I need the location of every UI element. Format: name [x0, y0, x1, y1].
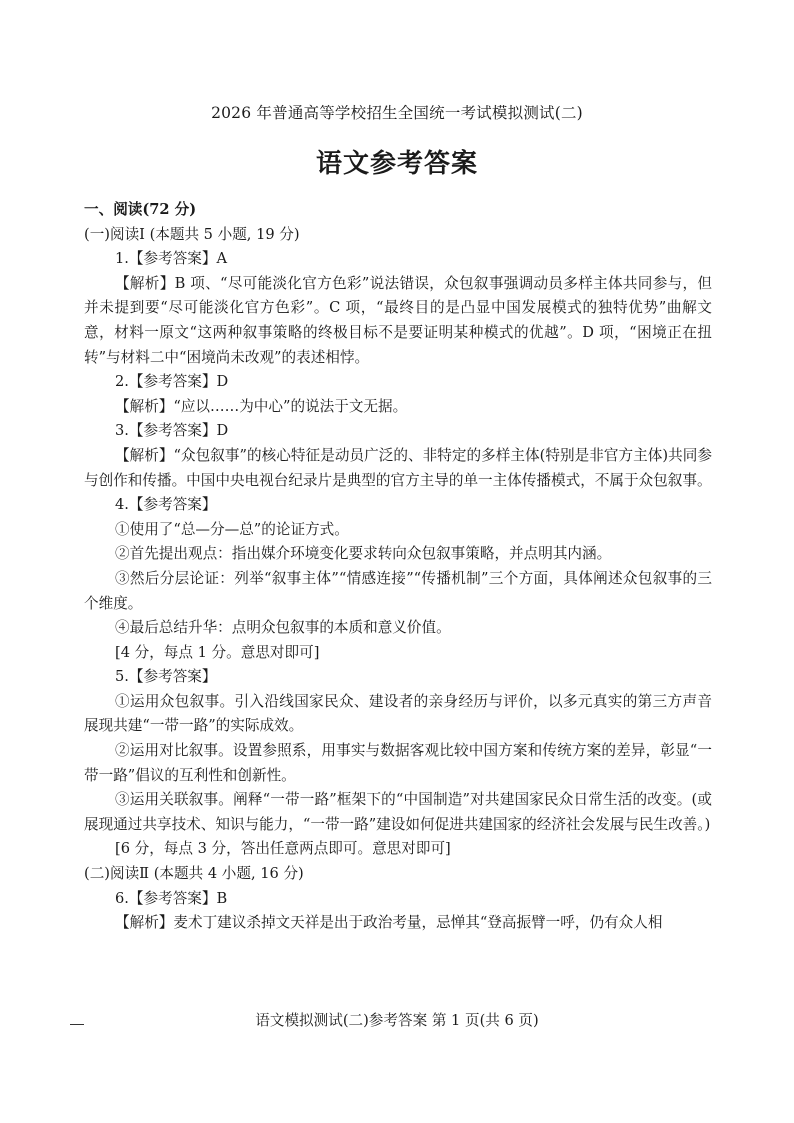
- q5-point-1: ①运用众包叙事。引入沿线国家民众、建设者的亲身经历与评价，以多元真实的第三方声音展现共建“一带一路”的实际成效。: [84, 692, 712, 735]
- document-title: 语文参考答案: [315, 149, 478, 179]
- exam-title: 2026 年普通高等学校招生全国统一考试模拟测试(二): [211, 104, 583, 122]
- part-heading-reading-2: (二)阅读Ⅱ (本题共 4 小题, 16 分): [84, 865, 304, 883]
- q4-point-4: ④最后总结升华：点明众包叙事的本质和意义价值。: [115, 619, 451, 637]
- q1-answer: 1.【参考答案】A: [115, 250, 228, 268]
- section-heading-reading: 一、阅读(72 分): [84, 201, 197, 218]
- q4-answer: 4.【参考答案】: [115, 496, 217, 514]
- q5-answer: 5.【参考答案】: [115, 668, 217, 686]
- answer-content: [84, 198, 712, 936]
- q6-answer: 6.【参考答案】B: [115, 889, 228, 907]
- q4-point-3: ③然后分层论证：列举“叙事主体”“情感连接”“传播机制”三个方面，具体阐述众包叙事的三个维度。: [84, 569, 712, 612]
- q5-score-note: [6 分，每点 3 分，答出任意两点即可。意思对即可]: [115, 840, 451, 858]
- part-heading-reading-1: (一)阅读Ⅰ (本题共 5 小题, 19 分): [84, 225, 300, 243]
- q5-point-3: ③运用关联叙事。阐释“一带一路”框架下的“中国制造”对共建国家民众日常生活的改变。(或展现通过共享技术、知识与能力，“一带一路”建设如何促进共建国家的经济社会发展与民生改善。): [84, 791, 712, 833]
- q4-score-note: [4 分，每点 1 分。意思对即可]: [115, 643, 320, 661]
- q4-point-2: ②首先提出观点：指出媒介环境变化要求转向众包叙事策略，并点明其内涵。: [115, 545, 612, 563]
- page-footer: 语文模拟测试(二)参考答案 第 1 页(共 6 页): [255, 1012, 539, 1029]
- q2-answer: 2.【参考答案】D: [115, 373, 229, 391]
- q3-analysis: 【解析】“众包叙事”的核心特征是动员广泛的、非特定的多样主体(特别是非官方主体)共同参与创作和传播。中国中央电视台纪录片是典型的官方主导的单一主体传播模式，不属于众包叙事。: [84, 446, 712, 489]
- q4-point-1: ①使用了“总—分—总”的论证方式。: [115, 520, 349, 538]
- q1-analysis: 【解析】B 项、“尽可能淡化官方色彩”说法错误，众包叙事强调动员多样主体共同参与，但并未提到要“尽可能淡化官方色彩”。C 项，“最终目的是凸显中国发展模式的独特优势”曲解文意，材料一原文“这两种叙事策略的终极目标不是要证明某种模式的优越”。D 项，“困境正在扭转”与材料二中“困境尚未改观”的表述相悖。: [84, 274, 712, 366]
- q5-point-2: ②运用对比叙事。设置参照系，用事实与数据客观比较中国方案和传统方案的差异，彰显“一带一路”倡议的互利性和创新性。: [84, 742, 712, 784]
- q6-analysis: 【解析】麦术丁建议杀掉文天祥是出于政治考量，忌惮其“登高振臂一呼，仍有众人相: [115, 914, 663, 932]
- q3-answer: 3.【参考答案】D: [115, 422, 229, 440]
- q2-analysis: 【解析】“应以……为中心”的说法于文无据。: [115, 397, 408, 415]
